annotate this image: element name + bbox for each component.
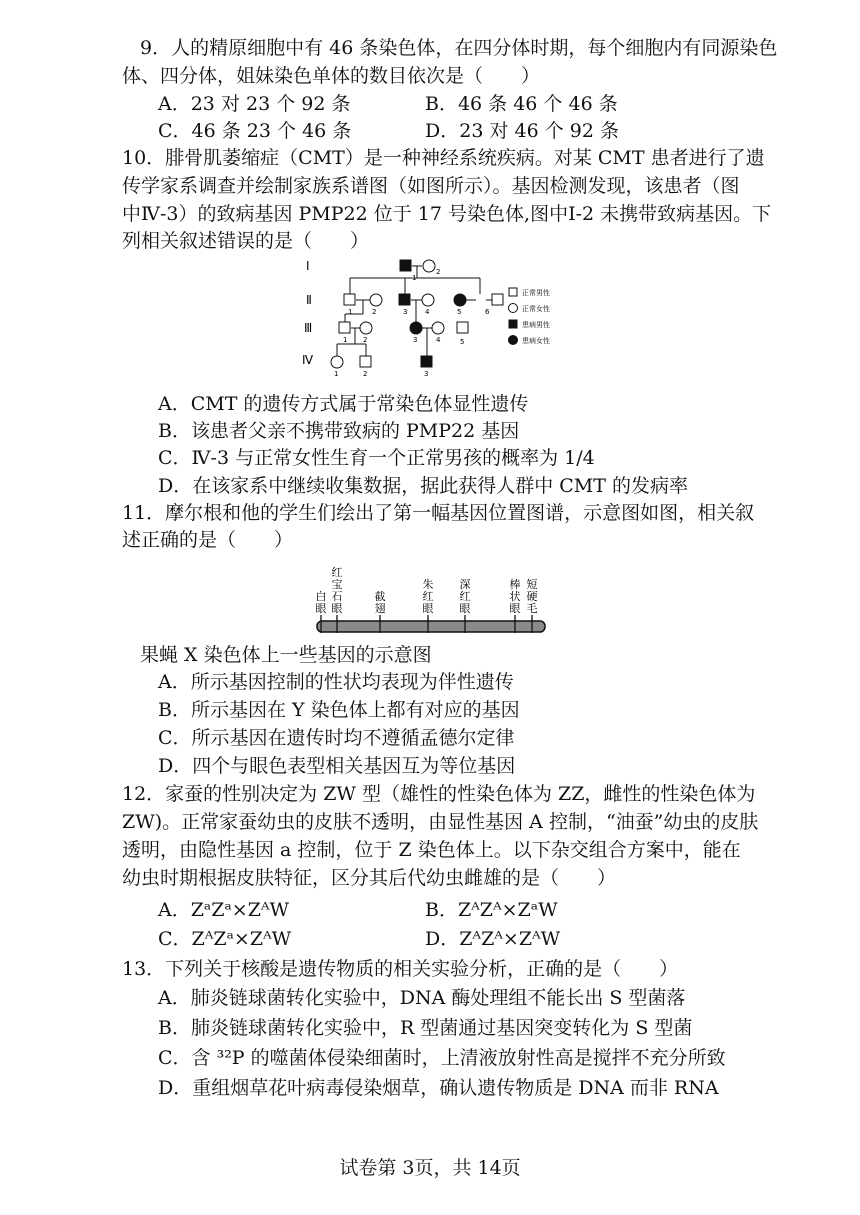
II-6-normal-male [492, 294, 503, 305]
legend-affected-male: 患病男性 [522, 321, 550, 329]
II-5-affected-female [454, 294, 466, 306]
num-I-2: 2 [436, 268, 441, 276]
q9-option-c: C．46 条 23 个 46 条 [158, 120, 352, 142]
num-II-2: 2 [372, 308, 377, 316]
IV-3-affected-male [421, 356, 432, 367]
q13-option-d: D．重组烟草花叶病毒侵染烟草，确认遗传物质是 DNA 而非 RNA [158, 1077, 719, 1099]
q13-option-a: A．肺炎链球菌转化实验中，DNA 酶处理组不能长出 S 型菌落 [158, 987, 686, 1009]
q9-stem-line1: 9．人的精原细胞中有 46 条染色体，在四分体时期，每个细胞内有同源染色 [140, 37, 778, 59]
q10-stem-line1: 10．腓骨肌萎缩症（CMT）是一种神经系统疾病。对某 CMT 患者进行了遗 [122, 147, 765, 169]
q11-stem-line1: 11．摩尔根和他的学生们绘出了第一幅基因位置图谱，示意图如图，相关叙 [122, 502, 755, 524]
q11-option-c: C．所示基因在遗传时均不遵循孟德尔定律 [158, 727, 515, 749]
q12-option-b: B．ZᴬZᴬ×ZᵃW [425, 899, 558, 921]
num-III-3: 3 [413, 336, 418, 344]
III-4-normal-female [432, 322, 444, 334]
legend-affected-female-symbol [509, 336, 518, 345]
legend-normal-male-symbol [509, 288, 517, 296]
q10-stem-line3: 中Ⅳ-3）的致病基因 PMP22 位于 17 号染色体,图中Ⅰ-2 未携带致病基因。下 [122, 203, 772, 225]
I-1-affected-male [400, 260, 411, 271]
II-3-affected-male [399, 294, 410, 305]
legend-affected-male-symbol [509, 320, 517, 328]
q9-option-b: B．46 条 46 个 46 条 [425, 93, 618, 115]
num-III-2: 2 [363, 336, 368, 344]
q10-option-b: B．该患者父亲不携带致病的 PMP22 基因 [158, 420, 520, 442]
gen-label-1: Ⅰ [306, 259, 310, 273]
gene-label-6: 棒状眼 [509, 578, 521, 615]
chromosome-bar [317, 621, 545, 632]
num-IV-2: 2 [363, 370, 368, 378]
num-IV-1: 1 [334, 370, 339, 378]
IV-1-normal-female [331, 356, 343, 368]
gen-label-4: Ⅳ [302, 353, 314, 367]
gene-label-2: 红宝石眼 [331, 566, 343, 615]
q12-option-d: D．ZᴬZᴬ×ZᴬW [425, 928, 561, 950]
gene-label-1: 白眼 [315, 590, 327, 615]
q11-option-d: D．四个与眼色表型相关基因互为等位基因 [158, 755, 516, 777]
gene-label-4: 朱红眼 [422, 578, 434, 615]
q11-figure-caption: 果蝇 X 染色体上一些基因的示意图 [140, 644, 432, 666]
q12-stem-line1: 12．家蚕的性别决定为 ZW 型（雄性的性染色体为 ZZ，雌性的性染色体为 [122, 783, 756, 805]
q9-option-d: D．23 对 46 个 92 条 [425, 120, 619, 142]
q10-option-d: D．在该家系中继续收集数据，据此获得人群中 CMT 的发病率 [158, 475, 688, 497]
q11-option-b: B．所示基因在 Y 染色体上都有对应的基因 [158, 699, 520, 721]
gene-label-7: 短硬毛 [526, 578, 538, 615]
chromosome-map [310, 555, 550, 640]
num-I-1: 1 [412, 274, 417, 282]
q13-stem: 13．下列关于核酸是遗传物质的相关实验分析，正确的是（ ） [122, 958, 679, 980]
II-2-normal-female [370, 294, 382, 306]
num-II-6: 6 [485, 308, 490, 316]
q10-option-c: C．Ⅳ-3 与正常女性生育一个正常男孩的概率为 1/4 [158, 447, 595, 469]
q12-option-a: A．ZᵃZᵃ×ZᴬW [158, 899, 290, 921]
q12-option-c: C．ZᴬZᵃ×ZᴬW [158, 928, 292, 950]
q12-stem-line4: 幼虫时期根据皮肤特征，区分其后代幼虫雌雄的是（ ） [122, 867, 617, 889]
q10-stem-line2: 传学家系调查并绘制家族系谱图（如图所示）。基因检测发现，该患者（图 [122, 175, 740, 197]
num-II-3: 3 [403, 308, 408, 316]
q13-option-b: B．肺炎链球菌转化实验中，R 型菌通过基因突变转化为 S 型菌 [158, 1017, 693, 1039]
q9-stem-line2: 体、四分体，姐妹染色单体的数目依次是（ ） [122, 65, 541, 87]
num-III-4: 4 [436, 336, 441, 344]
III-1-normal-male [339, 322, 350, 333]
I-2-normal-female [423, 260, 435, 272]
q10-stem-line4: 列相关叙述错误的是（ ） [122, 230, 370, 252]
III-3-affected-female [410, 322, 422, 334]
num-III-5: 5 [460, 338, 465, 346]
num-III-1: 1 [343, 336, 348, 344]
legend-normal-female: 正常女性 [522, 305, 550, 313]
q13-option-c: C．含 ³²P 的噬菌体侵染细菌时，上清液放射性高是搅拌不充分所致 [158, 1047, 726, 1069]
IV-2-normal-male [360, 356, 371, 367]
q9-option-a: A．23 对 23 个 92 条 [158, 93, 351, 115]
pedigree-chart [300, 252, 560, 387]
II-4-normal-female [422, 294, 434, 306]
num-II-5: 5 [457, 308, 462, 316]
III-5-normal-male [457, 322, 468, 333]
q11-option-a: A．所示基因控制的性状均表现为伴性遗传 [158, 671, 514, 693]
legend-normal-female-symbol [509, 304, 518, 313]
gene-label-3: 截翅 [374, 590, 386, 615]
gen-label-2: Ⅱ [306, 293, 312, 307]
legend-affected-female: 患病女性 [522, 337, 550, 345]
III-2-normal-female [360, 322, 372, 334]
page-footer: 试卷第 3页，共 14页 [339, 1157, 521, 1179]
gene-label-5: 深红眼 [459, 578, 471, 615]
q10-option-a: A．CMT 的遗传方式属于常染色体显性遗传 [158, 393, 529, 415]
q12-stem-line2: ZW)。正常家蚕幼虫的皮肤不透明，由显性基因 A 控制，“油蚕”幼虫的皮肤 [122, 811, 759, 833]
q11-stem-line2: 述正确的是（ ） [122, 529, 294, 551]
q12-stem-line3: 透明，由隐性基因 a 控制，位于 Z 染色体上。以下杂交组合方案中，能在 [122, 839, 741, 861]
legend-normal-male: 正常男性 [522, 289, 550, 297]
num-II-4: 4 [425, 308, 430, 316]
II-1-normal-male [344, 294, 355, 305]
gen-label-3: Ⅲ [304, 321, 313, 335]
num-II-1: 1 [348, 308, 353, 316]
num-IV-3: 3 [424, 370, 429, 378]
